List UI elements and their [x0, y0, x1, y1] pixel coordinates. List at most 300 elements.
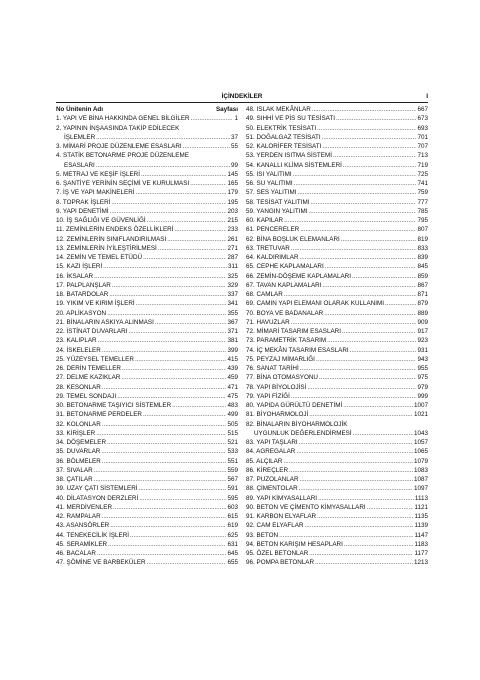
toc-entry-title: 82. BİNALARIN BİYOHARMOLOJİK	[246, 420, 348, 428]
toc-entry[interactable]	[56, 170, 238, 179]
toc-entry[interactable]	[246, 244, 428, 253]
toc-entry[interactable]	[246, 420, 428, 439]
dot-leader	[172, 401, 226, 410]
dot-leader	[117, 392, 226, 401]
toc-entry[interactable]	[56, 262, 238, 271]
toc-entry-line	[246, 355, 428, 364]
dot-leader	[291, 392, 417, 401]
toc-entry-line	[56, 235, 238, 244]
toc-entry[interactable]	[56, 235, 238, 244]
toc-entry-title: 57. SES YALITIMI	[246, 189, 297, 197]
toc-entry[interactable]	[56, 327, 238, 336]
toc-entry-line	[246, 318, 428, 327]
toc-entry-title: 75. PEYZAJ MİMARLIĞI	[246, 355, 315, 363]
toc-entry[interactable]	[246, 272, 428, 281]
toc-entry-page: 955	[417, 365, 428, 372]
toc-entry-title: 35. DUVARLAR	[56, 448, 101, 456]
toc-entry-title: 19. YIKIM VE KIRIM İŞLERİ	[56, 300, 135, 308]
toc-entry-title: 34. DÖŞEMELER	[56, 439, 107, 446]
toc-entry-title: 39. UZAY ÇATI SİSTEMLERİ	[56, 485, 138, 493]
toc-entry-page: 1139	[414, 522, 428, 530]
toc-entry-title: 29. TEMEL SONDAJI	[56, 392, 117, 400]
toc-entry-title: 43. ASANSÖRLER	[56, 522, 110, 530]
toc-entry-line	[56, 494, 238, 503]
toc-entry[interactable]	[56, 309, 238, 318]
dot-leader	[167, 235, 226, 244]
toc-entry[interactable]	[246, 558, 428, 567]
toc-entry-title: 68. CAMLAR	[246, 291, 283, 298]
toc-entry-title: 53. YERDEN ISITMA SİSTEMİ	[246, 152, 332, 160]
toc-entry-title: 63. TRETUVAR	[246, 244, 290, 252]
toc-entry-title: 59. YANGIN YALITIMI	[246, 207, 308, 215]
dot-leader	[102, 512, 227, 521]
dot-leader	[322, 142, 416, 151]
toc-entry-page: 833	[417, 244, 428, 252]
toc-entry[interactable]	[56, 494, 238, 503]
toc-entry-line	[56, 142, 238, 151]
toc-entry-title: 52. KALORİFER TESİSATI	[246, 143, 322, 150]
toc-entry-title: 4. STATİK BETONARME PROJE DÜZENLEME	[56, 152, 189, 160]
toc-entry-page: 943	[417, 355, 428, 363]
toc-entry-page: 871	[417, 291, 428, 298]
dot-leader	[316, 355, 417, 364]
toc-entry-line	[246, 151, 428, 160]
toc-entry[interactable]	[246, 512, 428, 521]
toc-entry-title: 49. SIHHİ VE PİS SU TESİSATI	[246, 115, 336, 123]
toc-entry-title: 67. TAVAN KAPLAMALARI	[246, 281, 322, 289]
dot-leader	[139, 494, 226, 503]
toc-entry-page: 233	[227, 226, 238, 234]
toc-entry-line	[246, 216, 428, 225]
toc-entry-page: 795	[417, 217, 428, 224]
toc-entry[interactable]	[246, 401, 428, 410]
toc-entry[interactable]	[56, 503, 238, 512]
toc-entry-title: 72. MİMARİ TASARIM ESASLARI	[246, 328, 341, 335]
toc-entry-page: 215	[227, 217, 238, 224]
dot-leader	[284, 290, 417, 299]
toc-entry[interactable]	[56, 466, 238, 475]
toc-entry-page: 471	[227, 383, 238, 391]
dot-leader	[158, 244, 227, 253]
toc-entry[interactable]	[56, 521, 238, 530]
toc-entry[interactable]	[246, 383, 428, 392]
toc-entry[interactable]	[56, 124, 238, 143]
toc-entry-page: 713	[417, 152, 428, 160]
dot-leader	[139, 484, 227, 493]
toc-entry[interactable]	[246, 447, 428, 456]
dot-leader	[96, 133, 230, 142]
toc-entry-line	[246, 438, 428, 447]
toc-entry-page: 807	[417, 226, 428, 234]
toc-entry[interactable]	[56, 484, 238, 493]
page-number: I	[426, 93, 428, 100]
toc-entry-page: 879	[417, 300, 428, 308]
dot-leader	[300, 475, 413, 484]
dot-leader	[343, 401, 413, 410]
toc-entry-line	[246, 346, 428, 355]
toc-entry-title: 8. TOPRAK İŞLERİ	[56, 198, 111, 206]
dot-leader	[284, 216, 416, 225]
dot-leader	[97, 549, 227, 558]
toc-entry[interactable]	[56, 244, 238, 253]
toc-entry[interactable]	[246, 355, 428, 364]
toc-entry-page: 355	[227, 309, 238, 317]
toc-entry-line	[246, 309, 428, 318]
toc-entry[interactable]	[246, 225, 428, 234]
toc-entry-line	[246, 336, 428, 345]
toc-entry[interactable]	[56, 336, 238, 345]
dot-leader	[291, 318, 417, 327]
toc-entry-title: 79. YAPI FİZİĞİ	[246, 392, 290, 400]
toc-entry[interactable]	[56, 457, 238, 466]
toc-entry-title: 64. KALDIRIMLAR	[246, 254, 299, 261]
toc-entry-page: 499	[227, 411, 238, 419]
toc-entry[interactable]	[56, 142, 238, 151]
dot-leader	[291, 244, 417, 253]
toc-entry[interactable]	[246, 392, 428, 401]
toc-entry-title: 2. YAPININ İNŞAASINDA TAKİP EDİLECEK	[56, 124, 180, 132]
toc-entry[interactable]	[56, 179, 238, 188]
toc-entry-line	[246, 401, 428, 410]
toc-entry-title: 74. İÇ MEKÂN TASARIM ESASLARI	[246, 346, 349, 354]
toc-entry-page: 567	[227, 476, 238, 483]
dot-leader	[190, 179, 226, 188]
toc-entry-title: 21. BİNALARIN ASKIYA ALINMASI	[56, 318, 154, 326]
toc-entry-line	[246, 494, 428, 503]
toc-entry-line	[246, 484, 428, 493]
toc-entry[interactable]	[246, 262, 428, 271]
toc-entry-page: 99	[230, 161, 238, 169]
toc-entry-line	[56, 327, 238, 336]
toc-entry[interactable]	[56, 207, 238, 216]
toc-entry-page: 889	[417, 309, 428, 317]
toc-entry-page: 975	[417, 374, 428, 382]
toc-entry[interactable]	[56, 198, 238, 207]
toc-entry[interactable]	[56, 225, 238, 234]
toc-entry-title: 12. ZEMİNLERİN SINIFLANDIRILMASI	[56, 235, 167, 243]
toc-entry-page: 615	[227, 513, 238, 520]
dot-leader	[101, 447, 226, 456]
toc-entry-line	[56, 253, 238, 262]
toc-entry[interactable]	[246, 290, 428, 299]
toc-entry-line	[246, 327, 428, 336]
toc-entry-page: 367	[227, 318, 238, 326]
toc-entry[interactable]	[56, 531, 238, 540]
toc-entry[interactable]	[246, 466, 428, 475]
toc-entry-title-continuation: İŞLEMLER	[64, 133, 96, 141]
toc-entry-title: 77. BİNA OTOMASYONU	[246, 374, 318, 382]
toc-entry[interactable]	[56, 216, 238, 225]
toc-entry-title: 55. ISI YALITIMI	[246, 170, 292, 178]
toc-entry-page: 459	[227, 374, 238, 382]
toc-entry-line	[246, 124, 428, 133]
dot-leader	[109, 290, 226, 299]
toc-entry[interactable]	[246, 457, 428, 466]
toc-entry-page: 917	[417, 328, 428, 335]
toc-entry-line	[56, 503, 238, 512]
toc-entry-title: 17. PALPLANŞLAR	[56, 281, 111, 289]
toc-entry-line	[56, 133, 238, 142]
toc-entry[interactable]	[56, 420, 238, 429]
toc-entry[interactable]	[246, 346, 428, 355]
toc-entry-page: 287	[227, 254, 238, 261]
column-heading-page: Sayfası	[215, 106, 238, 113]
toc-entry[interactable]	[246, 198, 428, 207]
toc-entry-title: 33. KİRİŞLER	[56, 429, 96, 437]
toc-entry[interactable]	[56, 151, 238, 170]
toc-left-column	[56, 105, 242, 568]
dot-leader	[309, 410, 413, 419]
toc-entry[interactable]	[246, 281, 428, 290]
dot-leader	[325, 262, 417, 271]
toc-entry-title: 16. İKSALAR	[56, 272, 94, 280]
toc-entry-page: 859	[417, 272, 428, 280]
toc-entry-page: 909	[417, 318, 428, 326]
toc-entry-line	[246, 429, 428, 438]
dot-leader	[107, 438, 226, 447]
toc-entry-page: 1121	[414, 503, 428, 511]
dot-leader	[336, 114, 416, 123]
toc-entry-page: 759	[417, 189, 428, 197]
toc-entry[interactable]	[56, 364, 238, 373]
toc-entry-page: 741	[417, 180, 428, 187]
toc-entry-page: 591	[227, 485, 238, 493]
toc-entry[interactable]	[56, 392, 238, 401]
toc-entry[interactable]	[246, 114, 428, 123]
dot-leader	[299, 438, 413, 447]
toc-entry-line	[56, 521, 238, 530]
toc-entry[interactable]	[246, 124, 428, 133]
dot-leader	[350, 346, 417, 355]
toc-entry-line	[56, 114, 238, 123]
toc-entry-title: 71. HAVUZLAR	[246, 318, 290, 326]
toc-entry[interactable]	[246, 521, 428, 530]
toc-entry-title: 47. ŞÖMİNE VE BARBEKÜLER	[56, 559, 146, 567]
toc-entry-title: 60. KAPILAR	[246, 217, 284, 224]
toc-entry[interactable]	[56, 253, 238, 262]
toc-entry[interactable]	[246, 235, 428, 244]
dot-leader	[143, 410, 227, 419]
toc-entry-page: 619	[227, 522, 238, 530]
toc-entry-line	[56, 179, 238, 188]
toc-entry-title: 38. ÇATILAR	[56, 476, 93, 483]
toc-entry-title: 93. BETON	[246, 531, 279, 539]
toc-entry-line	[56, 401, 238, 410]
toc-entry-line	[56, 429, 238, 438]
toc-entry-line	[246, 364, 428, 373]
toc-entry-title: 91. KARBON ELYAFLAR	[246, 513, 317, 520]
toc-entry[interactable]	[246, 105, 428, 114]
dot-leader	[112, 281, 227, 290]
toc-entry[interactable]	[56, 272, 238, 281]
toc-entry-title: 62. BİNA BOŞLUK ELEMANLARI	[246, 235, 340, 243]
toc-entry[interactable]	[56, 540, 238, 549]
dot-leader	[121, 373, 226, 382]
toc-entry[interactable]	[246, 410, 428, 419]
dot-leader	[298, 188, 417, 197]
toc-entry-title: 80. YAPIDA GÜRÜLTÜ DENETİMİ	[246, 402, 343, 409]
toc-entry-title: 26. DERİN TEMELLER	[56, 365, 121, 372]
toc-entry-page: 261	[227, 235, 238, 243]
toc-entry-page: 381	[227, 337, 238, 345]
toc-entry-page: 603	[227, 503, 238, 511]
toc-entry[interactable]	[246, 327, 428, 336]
toc-entry[interactable]	[246, 336, 428, 345]
toc-entry-line	[246, 225, 428, 234]
toc-entry-line	[246, 170, 428, 179]
toc-entry-page: 203	[227, 207, 238, 215]
toc-entry[interactable]	[246, 364, 428, 373]
toc-entry[interactable]	[246, 540, 428, 549]
toc-entry-line	[56, 383, 238, 392]
toc-entry[interactable]	[246, 142, 428, 151]
toc-entry[interactable]	[246, 318, 428, 327]
toc-entry-line	[56, 318, 238, 327]
toc-entry-page: 1213	[413, 559, 428, 567]
toc-entry[interactable]	[56, 383, 238, 392]
toc-entry[interactable]	[246, 133, 428, 142]
dot-leader	[300, 253, 417, 262]
dot-leader	[96, 161, 230, 170]
toc-entry-title: 20. APLİKASYON	[56, 309, 107, 317]
dot-leader	[324, 309, 416, 318]
toc-entry-page: 785	[417, 207, 428, 215]
toc-entry[interactable]	[246, 531, 428, 540]
dot-leader	[102, 383, 227, 392]
toc-entry[interactable]	[56, 475, 238, 484]
toc-entry[interactable]	[246, 253, 428, 262]
toc-entry[interactable]	[246, 438, 428, 447]
toc-entry[interactable]	[56, 447, 238, 456]
toc-entry-page: 165	[227, 180, 238, 187]
toc-entry-title: 51. DOĞALGAZ TESİSATI	[246, 133, 321, 141]
toc-entry-title: 86. KİREÇLER	[246, 466, 288, 474]
toc-entry-page: 1057	[413, 439, 428, 446]
toc-entry[interactable]	[56, 299, 238, 308]
toc-entry[interactable]	[56, 549, 238, 558]
dot-leader	[110, 207, 227, 216]
dot-leader	[318, 494, 414, 503]
dot-leader	[307, 383, 416, 392]
toc-entry[interactable]	[246, 151, 428, 160]
toc-entry-title: 27. DELME KAZIKLAR	[56, 374, 121, 382]
toc-entry-title: 23. KALIPLAR	[56, 337, 97, 345]
toc-entry[interactable]	[56, 346, 238, 355]
toc-entry-title-continuation: ESASLARI	[64, 161, 95, 169]
toc-entry[interactable]	[56, 114, 238, 123]
toc-right-entries	[246, 105, 428, 568]
dot-leader	[128, 327, 226, 336]
toc-entry[interactable]	[56, 318, 238, 327]
toc-entry-title: 1. YAPI VE BİNA HAKKINDA GENEL BİLGİLER	[56, 115, 190, 123]
toc-entry-line	[56, 225, 238, 234]
dot-leader	[130, 531, 226, 540]
toc-entry-title: 40. DİLATASYON DERZLERİ	[56, 494, 139, 502]
dot-leader	[155, 318, 227, 327]
toc-entry-title: 31. BETONARME PERDELER	[56, 411, 142, 419]
dot-leader	[147, 558, 227, 567]
toc-entry[interactable]	[56, 188, 238, 197]
toc-entry-line	[56, 512, 238, 521]
toc-entry[interactable]	[56, 355, 238, 364]
toc-entry[interactable]	[246, 207, 428, 216]
toc-entry-page: 475	[227, 392, 238, 400]
dot-leader	[135, 355, 227, 364]
toc-entry-page: 845	[417, 263, 428, 271]
toc-entry[interactable]	[56, 410, 238, 419]
toc-entry-page: 505	[227, 420, 238, 428]
toc-entry[interactable]	[246, 179, 428, 188]
toc-entry-title: 50. ELEKTRİK TESİSATI	[246, 124, 317, 132]
toc-entry[interactable]	[56, 512, 238, 521]
toc-entry-line	[246, 549, 428, 558]
toc-entry[interactable]	[56, 401, 238, 410]
toc-entry[interactable]	[56, 438, 238, 447]
dot-leader	[111, 198, 226, 207]
toc-entry-line	[246, 457, 428, 466]
toc-entry[interactable]	[246, 503, 428, 512]
page-title: İÇİNDEKİLER	[221, 93, 263, 100]
toc-entry[interactable]	[246, 161, 428, 170]
toc-entry-line	[56, 392, 238, 401]
toc-page	[56, 91, 428, 568]
dot-leader	[102, 346, 227, 355]
toc-entry[interactable]	[246, 216, 428, 225]
toc-entry-page: 673	[417, 115, 428, 123]
toc-entry[interactable]	[246, 475, 428, 484]
toc-entry-page: 145	[227, 170, 238, 178]
toc-entry[interactable]	[56, 281, 238, 290]
toc-entry-line	[56, 457, 238, 466]
toc-entry-title: 22. İSTİNAT DUVARLARI	[56, 328, 128, 335]
toc-entry-line	[246, 383, 428, 392]
dot-leader	[352, 272, 417, 281]
toc-entry[interactable]	[56, 290, 238, 299]
toc-entry[interactable]	[246, 549, 428, 558]
toc-entry[interactable]	[246, 494, 428, 503]
toc-entry[interactable]	[246, 373, 428, 382]
toc-entry-page: 329	[227, 281, 238, 289]
toc-entry-title: 96. POMPA BETONLAR	[246, 559, 315, 567]
toc-entry[interactable]	[246, 188, 428, 197]
toc-entry-line	[246, 272, 428, 281]
toc-entry-page: 483	[227, 402, 238, 409]
toc-entry-title: 14. ZEMİN VE TEMEL ETÜDÜ	[56, 254, 143, 261]
toc-entry-title: 15. KAZI İŞLERİ	[56, 263, 103, 271]
toc-entry-line	[246, 447, 428, 456]
toc-entry-page: 439	[227, 365, 238, 372]
toc-entry[interactable]	[246, 484, 428, 493]
toc-entry[interactable]	[246, 299, 428, 308]
toc-entry[interactable]	[56, 373, 238, 382]
toc-entry[interactable]	[246, 309, 428, 318]
toc-entry-page: 1021	[413, 411, 428, 419]
dot-leader	[385, 299, 416, 308]
toc-entry-line	[56, 188, 238, 197]
toc-entry-line	[56, 272, 238, 281]
toc-entry[interactable]	[246, 170, 428, 179]
toc-entry-title: 7. İŞ VE YAPI MAKİNELERİ	[56, 189, 135, 197]
toc-entry-title: 13. ZEMİNLERİN İYİLEŞTİRİLMESİ	[56, 244, 157, 252]
toc-entry-page: 1083	[413, 466, 428, 474]
toc-entry[interactable]	[56, 429, 238, 438]
toc-entry-line	[246, 299, 428, 308]
toc-entry-title: 69. CAMIN YAPI ELEMANI OLARAK KULLANIMI	[246, 300, 384, 308]
toc-entry-line	[246, 198, 428, 207]
toc-entry-title: 87. PUZOLANLAR	[246, 476, 299, 483]
toc-entry[interactable]	[56, 558, 238, 567]
toc-entry-page: 271	[227, 244, 238, 252]
